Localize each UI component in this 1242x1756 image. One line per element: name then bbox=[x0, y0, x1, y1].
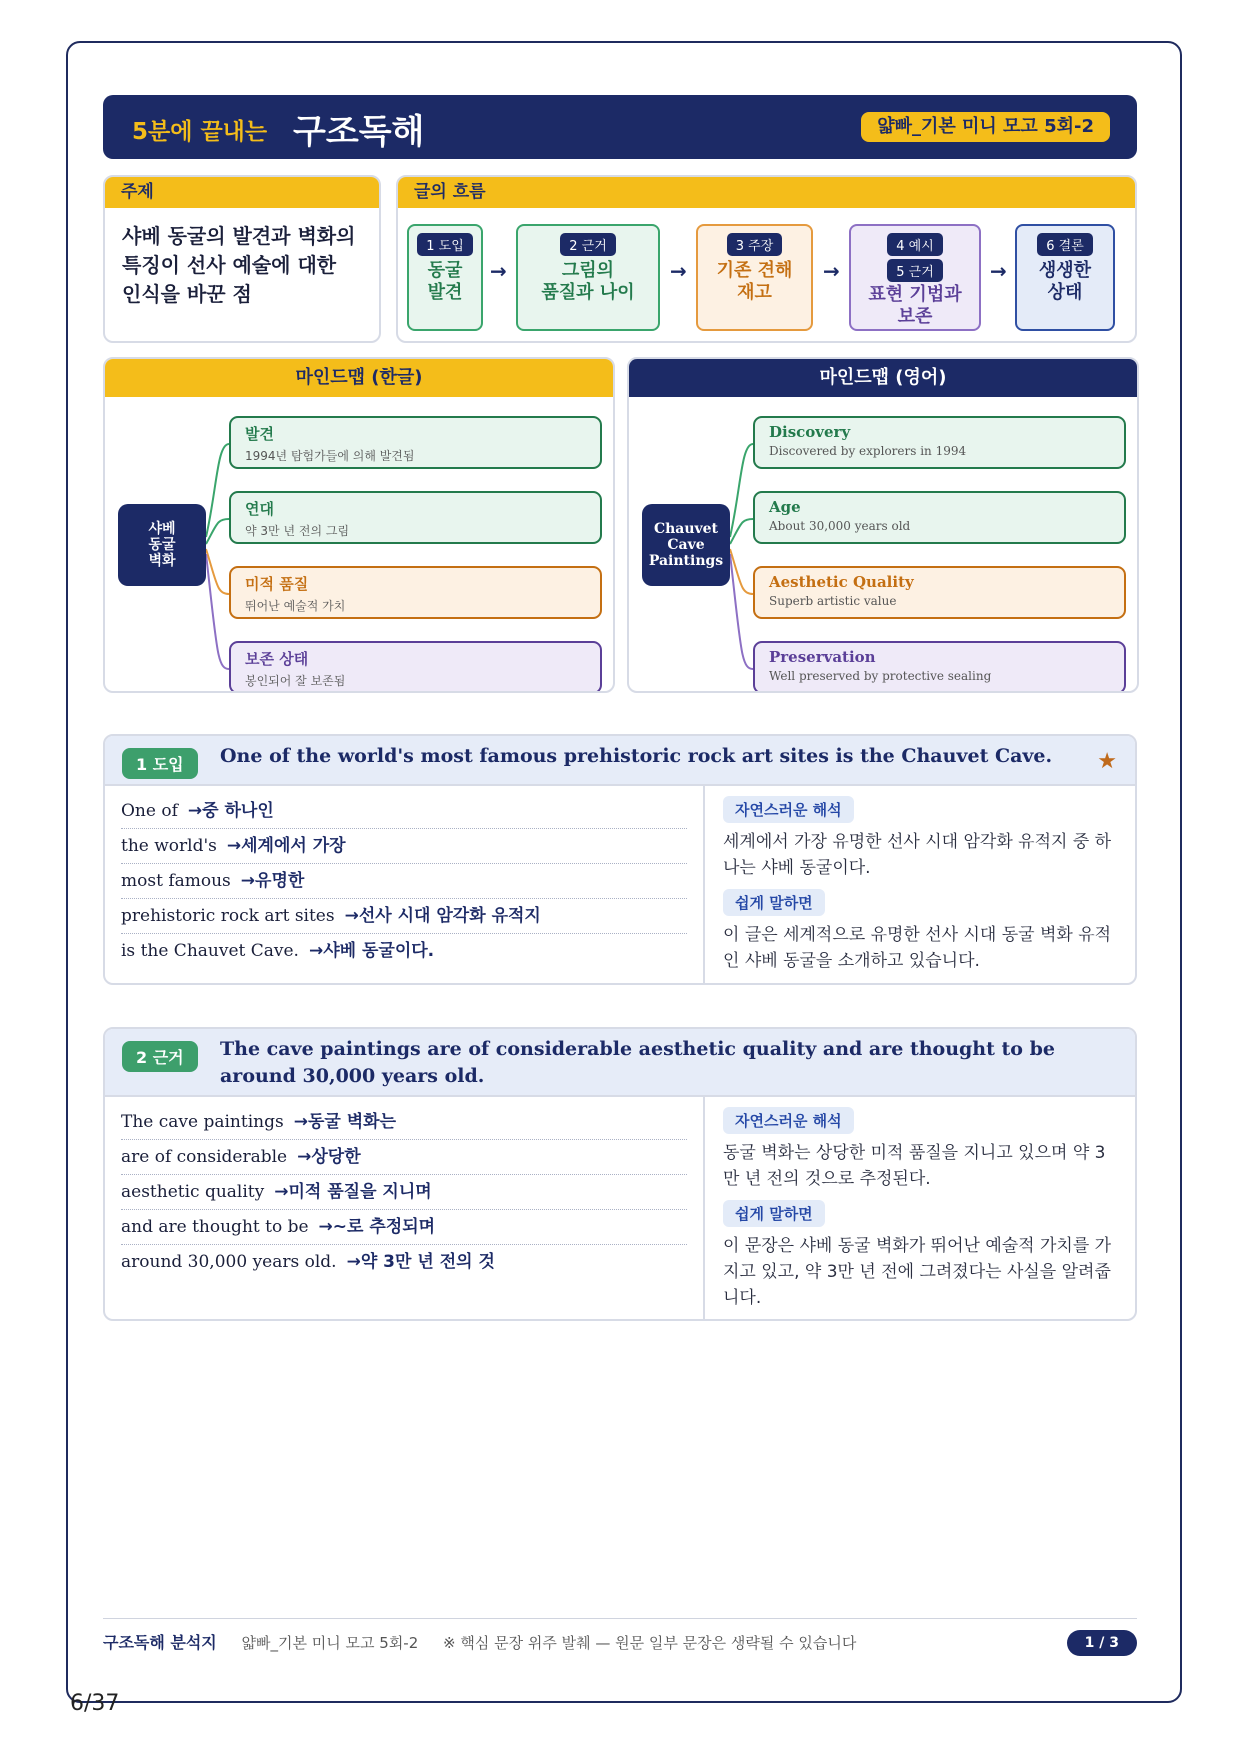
flow-step-tag: 1 도입 bbox=[417, 233, 473, 256]
footer-source: 얇빠_기본 미니 모고 5회-2 bbox=[241, 1634, 419, 1652]
chunk-ko: →약 3만 년 전의 것 bbox=[346, 1252, 495, 1272]
chunk-ko: →선사 시대 암각화 유적지 bbox=[344, 906, 541, 926]
chunk-row bbox=[121, 899, 687, 934]
flow-step-tag: 4 예시 bbox=[887, 233, 943, 256]
chunk-en: around 30,000 years old. bbox=[121, 1252, 337, 1272]
flow-step-tag: 3 주장 bbox=[727, 233, 783, 256]
chunk-row bbox=[121, 1210, 687, 1245]
easy-explanation: 이 글은 세계적으로 유명한 선사 시대 동굴 벽화 유적인 샤베 동굴을 소개하고 있습니다. bbox=[723, 925, 1112, 971]
natural-translation: 세계에서 가장 유명한 선사 시대 암각화 유적지 중 하나는 샤베 동굴이다. bbox=[723, 832, 1112, 878]
natural-label: 자연스러운 해석 bbox=[723, 796, 854, 823]
mindmap-node bbox=[753, 566, 1126, 619]
flow-card bbox=[396, 175, 1137, 343]
flow-arrow: → bbox=[990, 259, 1007, 283]
node-desc: 1994년 탐험가들에 의해 발견됨 bbox=[245, 449, 415, 463]
natural-translation: 동굴 벽화는 상당한 미적 품질을 지니고 있으며 약 3만 년 전의 것으로 추정된다. bbox=[723, 1143, 1106, 1189]
natural-label: 자연스러운 해석 bbox=[723, 1107, 854, 1134]
mindmap-node bbox=[229, 491, 602, 544]
footer-page-indicator: 1 / 3 bbox=[1067, 1630, 1137, 1656]
node-title: Preservation bbox=[769, 648, 876, 666]
chunk-en: most famous bbox=[121, 871, 231, 891]
mindmap-title: 마인드맵 (한글) bbox=[105, 359, 613, 397]
node-title: 보존 상태 bbox=[245, 650, 309, 668]
easy-label: 쉽게 말하면 bbox=[723, 1200, 825, 1227]
chunk-list bbox=[105, 786, 705, 985]
header-banner bbox=[103, 95, 1137, 159]
footer-note: ※ 핵심 문장 위주 발췌 — 원문 일부 문장은 생략될 수 있습니다 bbox=[443, 1634, 857, 1652]
chunk-row bbox=[121, 1105, 687, 1140]
flow-step-3 bbox=[696, 224, 813, 331]
chunk-en: One of bbox=[121, 801, 178, 821]
flow-step-tag: 2 근거 bbox=[560, 233, 616, 256]
footer-brand: 구조독해 분석지 bbox=[103, 1633, 217, 1652]
easy-explanation: 이 문장은 샤베 동굴 벽화가 뛰어난 예술적 가치를 가지고 있고, 약 3만 년 전에 그려졌다는 사실을 알려줍니다. bbox=[723, 1236, 1112, 1308]
section-sentence: One of the world's most famous prehistoric rock art sites is the Chauvet Cave. bbox=[220, 745, 1053, 767]
chunk-row bbox=[121, 1245, 687, 1280]
chunk-list bbox=[105, 1097, 705, 1321]
sentence-section-1 bbox=[103, 734, 1137, 985]
node-title: Age bbox=[769, 498, 801, 516]
section-header bbox=[105, 736, 1135, 786]
mindmap-node bbox=[229, 566, 602, 619]
mindmap-node bbox=[753, 416, 1126, 469]
chunk-en: are of considerable bbox=[121, 1147, 288, 1167]
chunk-en: the world's bbox=[121, 836, 217, 856]
mindmap-title: 마인드맵 (영어) bbox=[629, 359, 1137, 397]
chunk-ko: →동굴 벽화는 bbox=[293, 1112, 396, 1132]
chunk-row bbox=[121, 864, 687, 899]
node-title: 발견 bbox=[245, 425, 274, 443]
section-header bbox=[105, 1029, 1135, 1097]
mindmap-node bbox=[753, 641, 1126, 693]
chunk-ko: →미적 품질을 지니며 bbox=[274, 1182, 432, 1202]
mindmap-center: 샤베 동굴 벽화 bbox=[118, 504, 206, 586]
flow-arrow: → bbox=[670, 259, 687, 283]
topic-text: 샤베 동굴의 발견과 벽화의 특징이 선사 예술에 대한 인식을 바꾼 점 bbox=[122, 224, 356, 306]
flow-step-text: 동굴 발견 bbox=[427, 260, 463, 303]
node-title: 연대 bbox=[245, 500, 274, 518]
chunk-ko: →유명한 bbox=[240, 871, 305, 891]
node-desc: 약 3만 년 전의 그림 bbox=[245, 524, 350, 538]
node-desc: 뛰어난 예술적 가치 bbox=[245, 599, 346, 613]
node-desc: 봉인되어 잘 보존됨 bbox=[245, 674, 346, 688]
node-title: Aesthetic Quality bbox=[769, 573, 914, 591]
flow-step-1 bbox=[407, 224, 483, 331]
flow-step-5 bbox=[1015, 224, 1115, 331]
mindmap-node bbox=[229, 416, 602, 469]
node-title: 미적 품질 bbox=[245, 575, 309, 593]
chunk-row bbox=[121, 794, 687, 829]
star-icon: ★ bbox=[1097, 749, 1117, 774]
flow-step-tag: 5 근거 bbox=[887, 259, 943, 282]
flow-step-tag: 6 결론 bbox=[1037, 233, 1093, 256]
chunk-ko: →샤베 동굴이다. bbox=[308, 941, 435, 961]
easy-label: 쉽게 말하면 bbox=[723, 889, 825, 916]
chunk-row bbox=[121, 1175, 687, 1210]
section-tag: 2 근거 bbox=[122, 1041, 198, 1072]
chunk-row bbox=[121, 1140, 687, 1175]
chunk-en: aesthetic quality bbox=[121, 1182, 265, 1202]
chunk-ko: →세계에서 가장 bbox=[226, 836, 346, 856]
section-body bbox=[105, 786, 1135, 985]
chunk-en: The cave paintings bbox=[121, 1112, 284, 1132]
mindmap-node bbox=[229, 641, 602, 693]
header-kicker: 5분에 끝내는 bbox=[132, 119, 268, 145]
section-tag: 1 도입 bbox=[122, 748, 198, 779]
flow-step-text: 표현 기법과 보존 bbox=[868, 284, 962, 327]
mindmap-korean bbox=[103, 357, 615, 693]
mindmap-center: Chauvet Cave Paintings bbox=[642, 504, 730, 586]
mindmap-english bbox=[627, 357, 1139, 693]
flow-step-text: 기존 견해 재고 bbox=[716, 260, 793, 303]
explanation-panel bbox=[705, 786, 1135, 985]
header-title: 구조독해 bbox=[293, 112, 425, 152]
node-desc: Well preserved by protective sealing bbox=[769, 669, 992, 683]
explanation-panel bbox=[705, 1097, 1135, 1321]
flow-step-4 bbox=[849, 224, 981, 331]
node-desc: Superb artistic value bbox=[769, 594, 897, 608]
topic-card bbox=[103, 175, 381, 343]
footer-divider bbox=[103, 1618, 1137, 1619]
flow-arrow: → bbox=[490, 259, 507, 283]
chunk-en: and are thought to be bbox=[121, 1217, 309, 1237]
flow-label: 글의 흐름 bbox=[398, 177, 1135, 208]
flow-arrow: → bbox=[823, 259, 840, 283]
flow-step-text: 그림의 품질과 나이 bbox=[541, 260, 635, 303]
mindmap-node bbox=[753, 491, 1126, 544]
node-desc: Discovered by explorers in 1994 bbox=[769, 444, 967, 458]
topic-label: 주제 bbox=[105, 177, 379, 208]
exam-badge: 얇빠_기본 미니 모고 5회-2 bbox=[861, 112, 1110, 142]
node-title: Discovery bbox=[769, 423, 851, 441]
footer bbox=[103, 1628, 1137, 1658]
node-desc: About 30,000 years old bbox=[769, 519, 911, 533]
chunk-en: is the Chauvet Cave. bbox=[121, 941, 299, 961]
section-body bbox=[105, 1097, 1135, 1321]
section-sentence: The cave paintings are of considerable aesthetic quality and are thought to be around 30,000 years old. bbox=[220, 1038, 1055, 1087]
chunk-row bbox=[121, 934, 687, 969]
sentence-section-2 bbox=[103, 1027, 1137, 1321]
chunk-ko: →중 하나인 bbox=[187, 801, 274, 821]
document-page-number: 6/37 bbox=[70, 1691, 120, 1716]
chunk-ko: →상당한 bbox=[297, 1147, 361, 1167]
flow-step-text: 생생한 상태 bbox=[1038, 260, 1092, 303]
chunk-en: prehistoric rock art sites bbox=[121, 906, 335, 926]
chunk-ko: →~로 추정되며 bbox=[318, 1217, 436, 1237]
chunk-row bbox=[121, 829, 687, 864]
flow-step-2 bbox=[516, 224, 660, 331]
